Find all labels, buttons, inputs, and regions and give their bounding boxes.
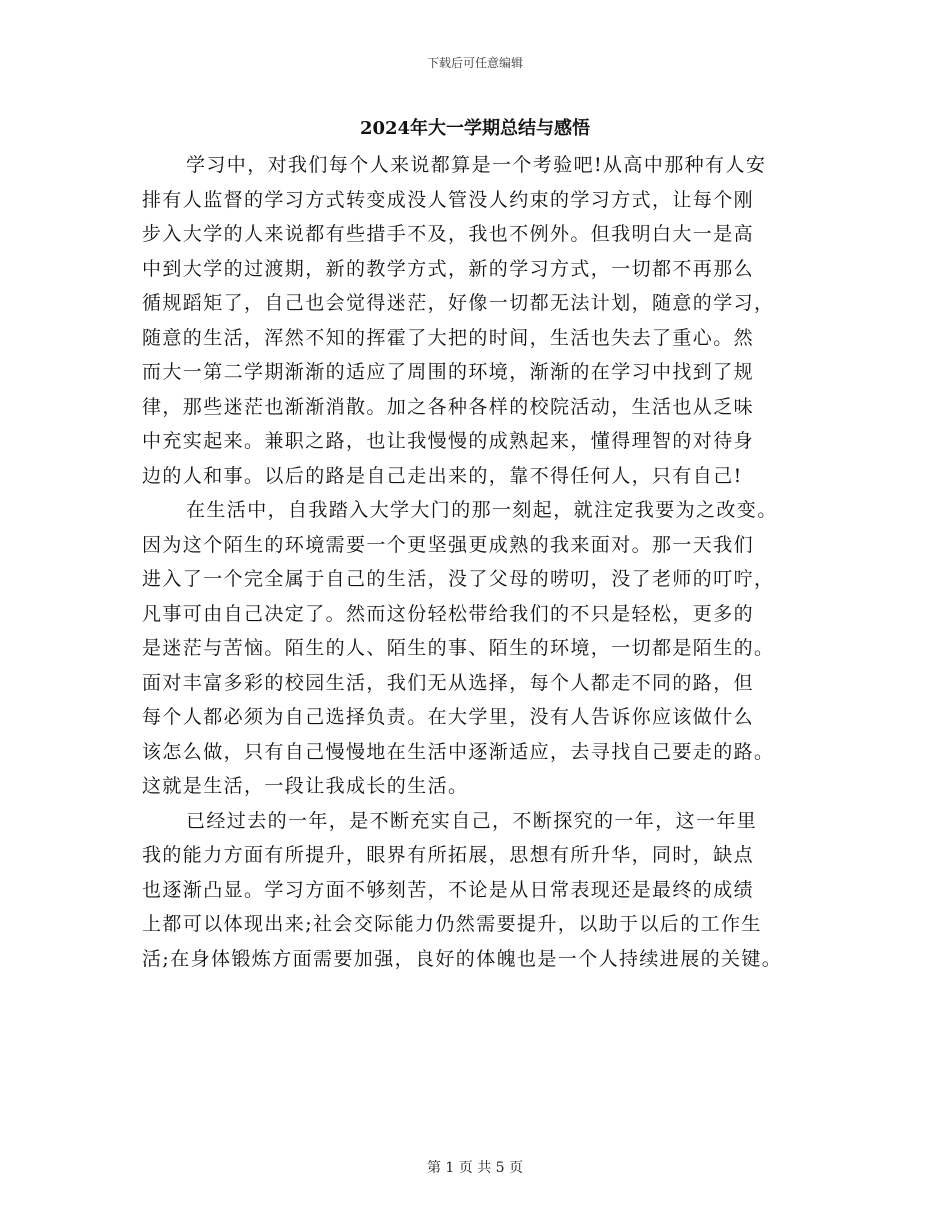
paragraph-line: 凡事可由自己决定了。然而这份轻松带给我们的不只是轻松，更多的: [142, 602, 755, 625]
paragraph-line: 中到大学的过渡期，新的教学方式，新的学习方式，一切都不再那么: [142, 257, 755, 280]
paragraph-line: 在生活中，自我踏入大学大门的那一刻起，就注定我要为之改变。: [186, 499, 778, 521]
paragraph-line: 也逐渐凸显。学习方面不够刻苦，不论是从日常表现还是最终的成绩: [142, 878, 755, 901]
paragraph-line: 排有人监督的学习方式转变成没人管没人约束的学习方式，让每个刚: [142, 188, 755, 211]
paragraph-line: 这就是生活，一段让我成长的生活。: [142, 775, 469, 797]
paragraph-line: 面对丰富多彩的校园生活，我们无从选择，每个人都走不同的路，但: [142, 671, 755, 694]
paragraph-line: 而大一第二学期渐渐的适应了周围的环境，渐渐的在学习中找到了规: [142, 361, 755, 383]
paragraph-line: 循规蹈矩了，自己也会觉得迷茫，好像一切都无法计划，随意的学习，: [142, 292, 775, 314]
paragraph-line: 上都可以体现出来;社会交际能力仍然需要提升，以助于以后的工作生: [142, 913, 762, 935]
paragraph-line: 是迷茫与苦恼。陌生的人、陌生的事、陌生的环境，一切都是陌生的。: [142, 637, 775, 659]
paragraph-line: 步入大学的人来说都有些措手不及，我也不例外。但我明白大一是高: [142, 223, 755, 245]
paragraph-line: 因为这个陌生的环境需要一个更坚强更成熟的我来面对。那一天我们: [142, 533, 755, 556]
paragraph-line: 已经过去的一年，是不断充实自己，不断探究的一年，这一年里: [186, 809, 758, 832]
paragraph-line: 进入了一个完全属于自己的生活，没了父母的唠叨，没了老师的叮咛，: [142, 568, 775, 590]
paragraph-line: 律，那些迷茫也渐渐消散。加之各种各样的校院活动，生活也从乏味: [142, 395, 755, 418]
paragraph-line: 中充实起来。兼职之路，也让我慢慢的成熟起来，懂得理智的对待身: [142, 430, 755, 452]
document-title: 2024年大一学期总结与感悟: [359, 118, 591, 139]
paragraph-line: 边的人和事。以后的路是自己走出来的，靠不得任何人，只有自己!: [142, 464, 743, 487]
page-number: 第 1 页 共 5 页: [426, 1160, 524, 1176]
paragraph-line: 随意的生活，浑然不知的挥霍了大把的时间，生活也失去了重心。然: [142, 326, 755, 349]
header-edit-note: 下载后可任意编辑: [426, 56, 523, 70]
paragraph-line: 我的能力方面有所提升，眼界有所拓展，思想有所升华，同时，缺点: [142, 844, 755, 866]
paragraph-line: 活;在身体锻炼方面需要加强，良好的体魄也是一个人持续进展的关键。: [142, 947, 783, 970]
paragraph-line: 每个人都必须为自己选择负责。在大学里，没有人告诉你应该做什么: [142, 706, 755, 728]
paragraph-line: 学习中，对我们每个人来说都算是一个考验吧!从高中那种有人安: [186, 154, 767, 176]
paragraph-line: 该怎么做，只有自己慢慢地在生活中逐渐适应，去寻找自己要走的路。: [142, 740, 775, 763]
document-body: [142, 148, 822, 976]
